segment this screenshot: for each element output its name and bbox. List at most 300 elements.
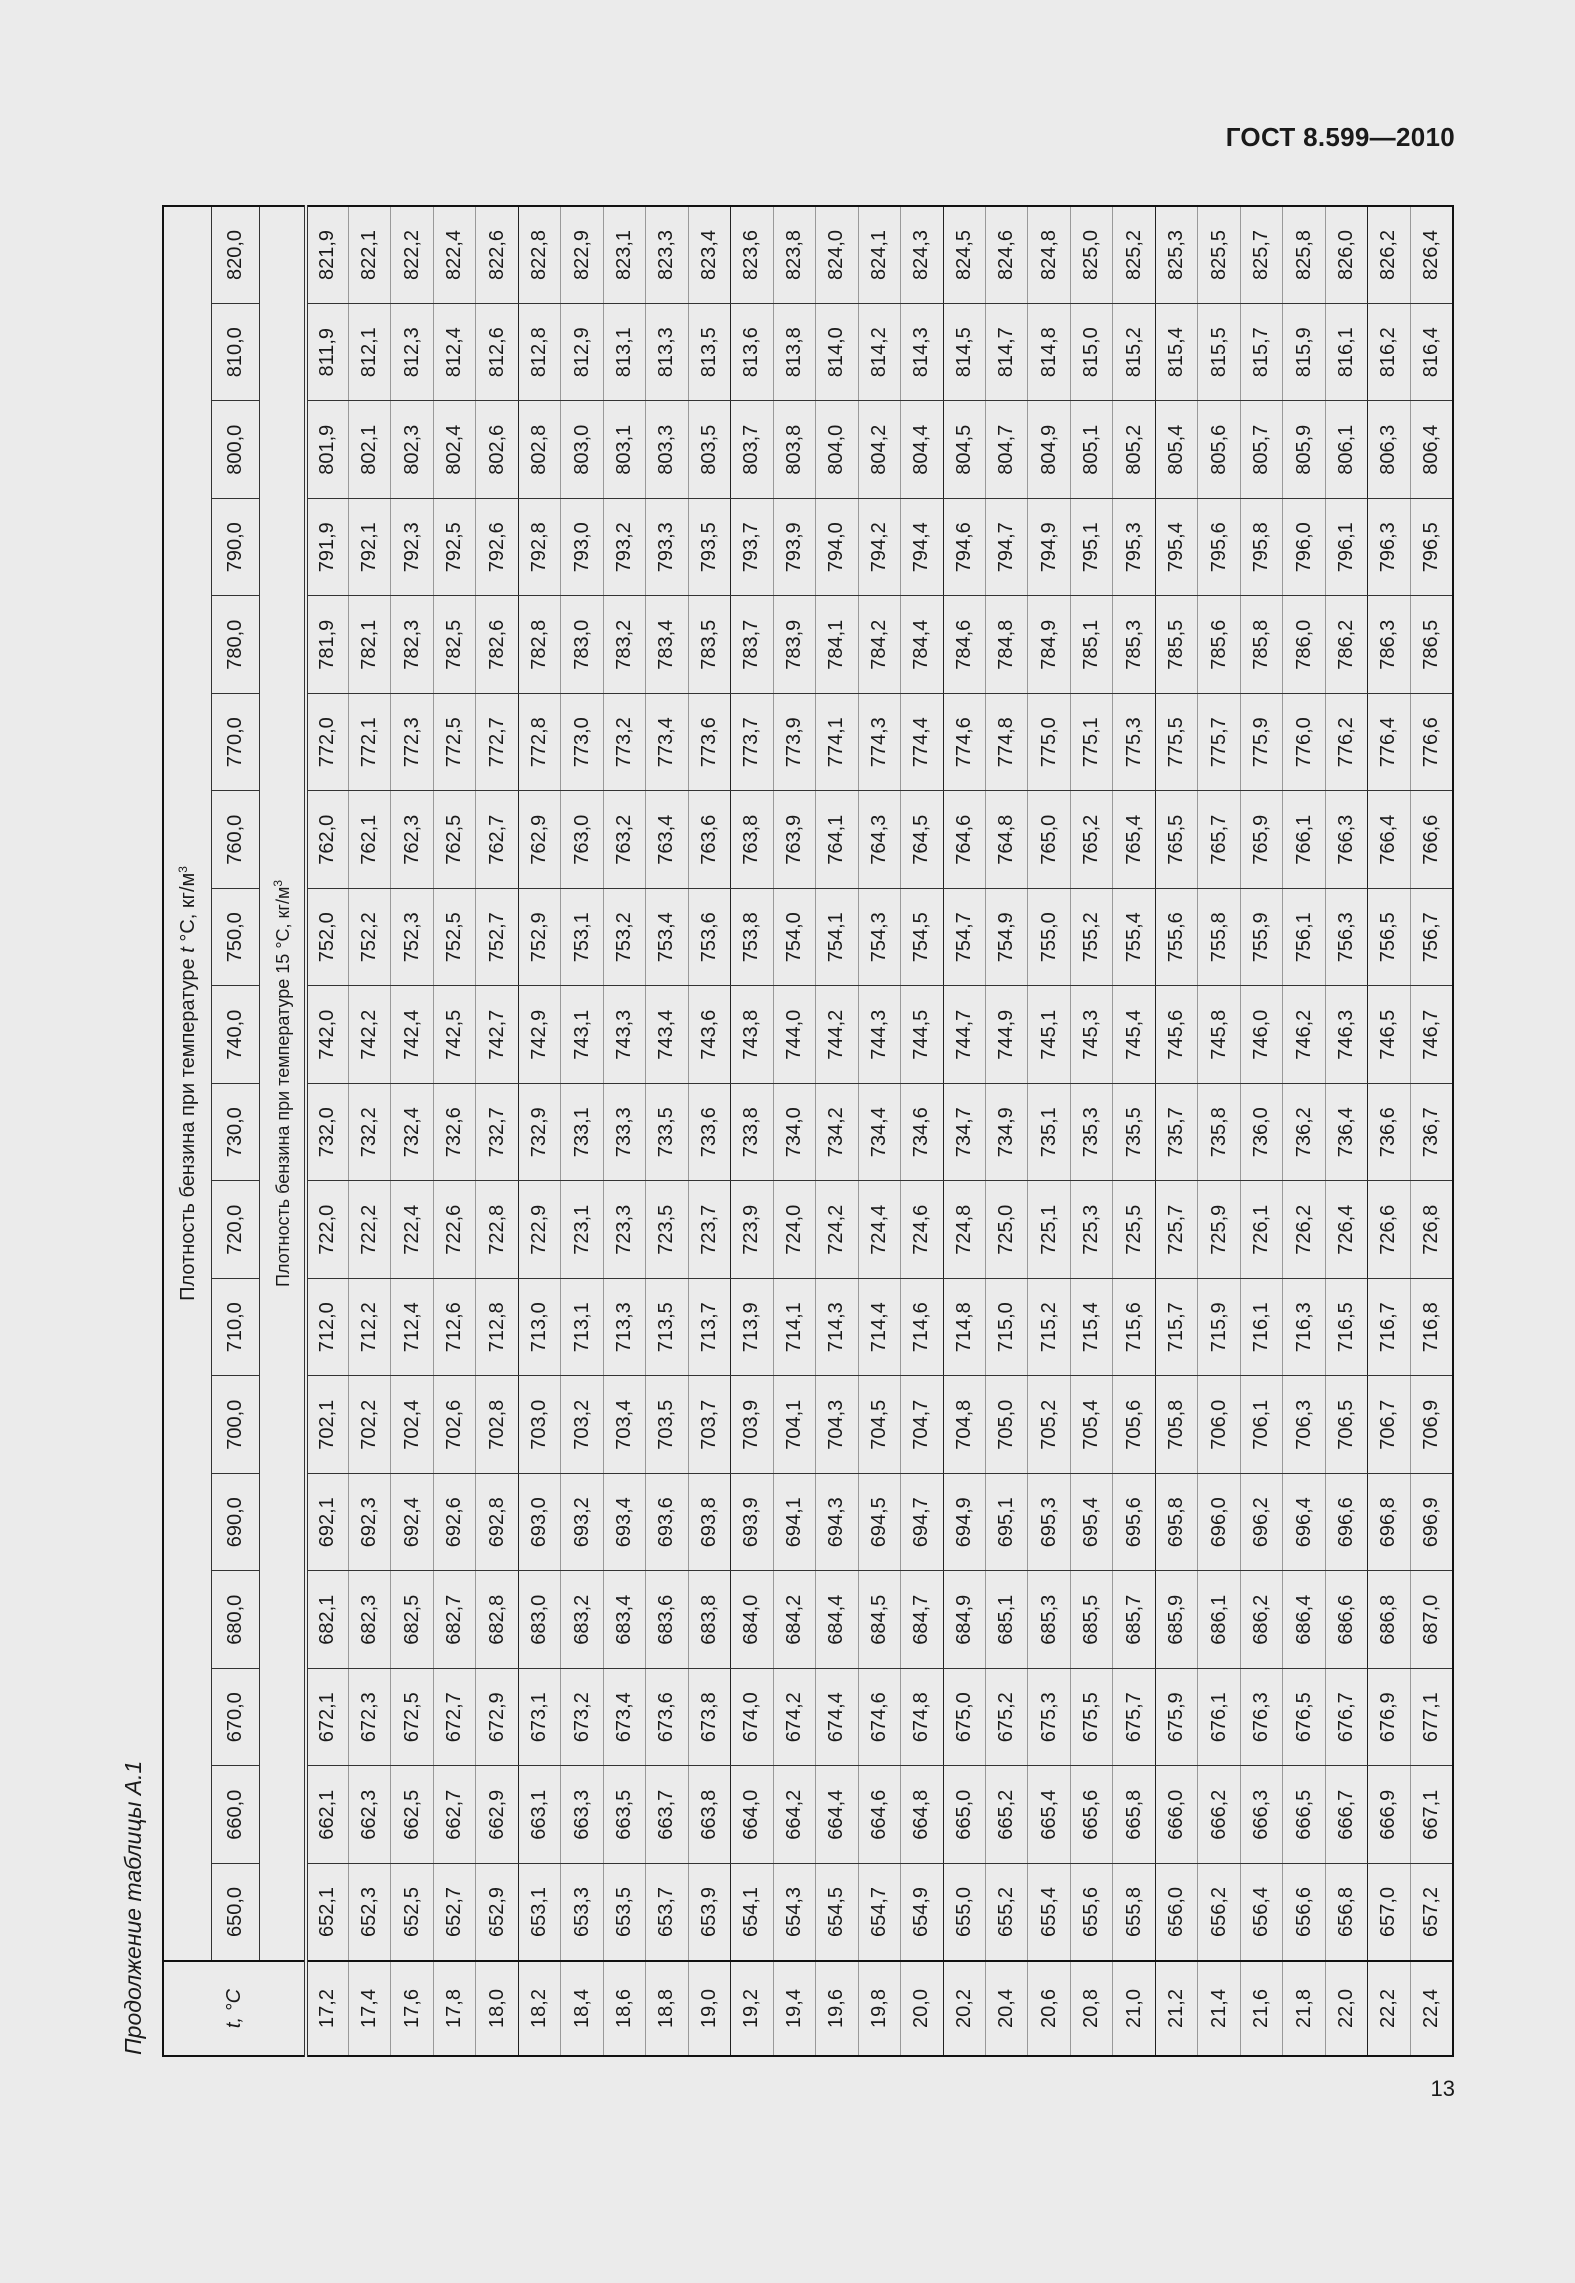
value-cell: 812,3	[391, 304, 433, 402]
value-cell: 652,3	[348, 1864, 390, 1962]
value-cell: 764,5	[901, 791, 943, 889]
value-cell: 686,4	[1283, 1571, 1325, 1669]
value-cell: 765,5	[1155, 791, 1197, 889]
value-cell: 726,1	[1240, 1181, 1282, 1279]
value-cell: 763,6	[688, 791, 730, 889]
value-cell: 655,4	[1028, 1864, 1070, 1962]
value-cell: 675,0	[943, 1669, 985, 1767]
value-cell: 664,0	[731, 1766, 773, 1864]
table-row	[1325, 206, 1367, 2056]
value-cell: 756,1	[1283, 889, 1325, 987]
value-cell: 784,1	[816, 596, 858, 694]
value-cell: 733,5	[646, 1084, 688, 1182]
value-cell: 782,5	[433, 596, 475, 694]
sub-header	[260, 206, 307, 1961]
value-cell: 772,7	[476, 694, 518, 792]
t-cell: 20,8	[1070, 1961, 1112, 2056]
value-cell: 665,0	[943, 1766, 985, 1864]
value-cell: 742,2	[348, 986, 390, 1084]
value-cell: 673,4	[603, 1669, 645, 1767]
value-cell: 663,3	[561, 1766, 603, 1864]
column-header: 740,0	[212, 986, 260, 1084]
value-cell: 783,2	[603, 596, 645, 694]
t-cell: 19,4	[773, 1961, 815, 2056]
page-number: 13	[1430, 2076, 1455, 2101]
value-cell: 744,2	[816, 986, 858, 1084]
value-cell: 704,5	[858, 1376, 900, 1474]
value-cell: 804,4	[901, 401, 943, 499]
table-rotated-container	[162, 207, 1454, 2057]
value-cell: 774,1	[816, 694, 858, 792]
table-row	[391, 206, 433, 2056]
value-cell: 724,0	[773, 1181, 815, 1279]
value-cell: 775,7	[1198, 694, 1240, 792]
value-cell: 682,1	[306, 1571, 348, 1669]
table-row	[476, 206, 518, 2056]
value-cell: 825,0	[1070, 206, 1112, 304]
column-header-row	[212, 206, 260, 2056]
t-cell: 17,8	[433, 1961, 475, 2056]
value-cell: 786,3	[1368, 596, 1410, 694]
value-cell: 746,5	[1368, 986, 1410, 1084]
value-cell: 715,4	[1070, 1279, 1112, 1377]
value-cell: 705,4	[1070, 1376, 1112, 1474]
value-cell: 666,3	[1240, 1766, 1282, 1864]
value-cell: 696,4	[1283, 1474, 1325, 1572]
value-cell: 673,2	[561, 1669, 603, 1767]
t-cell: 20,4	[986, 1961, 1028, 2056]
value-cell: 736,2	[1283, 1084, 1325, 1182]
value-cell: 724,4	[858, 1181, 900, 1279]
t-cell: 20,2	[943, 1961, 985, 2056]
value-cell: 813,6	[731, 304, 773, 402]
value-cell: 712,4	[391, 1279, 433, 1377]
value-cell: 655,2	[986, 1864, 1028, 1962]
value-cell: 693,6	[646, 1474, 688, 1572]
value-cell: 745,8	[1198, 986, 1240, 1084]
value-cell: 765,2	[1070, 791, 1112, 889]
value-cell: 752,7	[476, 889, 518, 987]
value-cell: 696,8	[1368, 1474, 1410, 1572]
value-cell: 752,9	[518, 889, 560, 987]
value-cell: 765,4	[1113, 791, 1155, 889]
value-cell: 783,0	[561, 596, 603, 694]
value-cell: 742,5	[433, 986, 475, 1084]
value-cell: 695,1	[986, 1474, 1028, 1572]
value-cell: 652,5	[391, 1864, 433, 1962]
value-cell: 794,2	[858, 499, 900, 597]
table-row	[518, 206, 560, 2056]
value-cell: 683,4	[603, 1571, 645, 1669]
value-cell: 706,7	[1368, 1376, 1410, 1474]
value-cell: 823,3	[646, 206, 688, 304]
value-cell: 795,1	[1070, 499, 1112, 597]
value-cell: 812,9	[561, 304, 603, 402]
value-cell: 786,5	[1410, 596, 1453, 694]
value-cell: 735,7	[1155, 1084, 1197, 1182]
value-cell: 792,3	[391, 499, 433, 597]
value-cell: 653,1	[518, 1864, 560, 1962]
value-cell: 793,2	[603, 499, 645, 597]
value-cell: 755,4	[1113, 889, 1155, 987]
value-cell: 674,8	[901, 1669, 943, 1767]
value-cell: 823,6	[731, 206, 773, 304]
value-cell: 824,1	[858, 206, 900, 304]
value-cell: 752,5	[433, 889, 475, 987]
value-cell: 716,7	[1368, 1279, 1410, 1377]
value-cell: 763,2	[603, 791, 645, 889]
value-cell: 762,3	[391, 791, 433, 889]
value-cell: 714,4	[858, 1279, 900, 1377]
value-cell: 746,7	[1410, 986, 1453, 1084]
value-cell: 824,3	[901, 206, 943, 304]
value-cell: 733,1	[561, 1084, 603, 1182]
value-cell: 712,6	[433, 1279, 475, 1377]
value-cell: 734,9	[986, 1084, 1028, 1182]
value-cell: 802,3	[391, 401, 433, 499]
table-row	[1198, 206, 1240, 2056]
value-cell: 733,6	[688, 1084, 730, 1182]
value-cell: 715,7	[1155, 1279, 1197, 1377]
value-cell: 734,0	[773, 1084, 815, 1182]
value-cell: 742,9	[518, 986, 560, 1084]
value-cell: 722,6	[433, 1181, 475, 1279]
value-cell: 766,6	[1410, 791, 1453, 889]
value-cell: 656,2	[1198, 1864, 1240, 1962]
value-cell: 746,3	[1325, 986, 1367, 1084]
value-cell: 786,0	[1283, 596, 1325, 694]
value-cell: 686,1	[1198, 1571, 1240, 1669]
value-cell: 664,4	[816, 1766, 858, 1864]
value-cell: 803,5	[688, 401, 730, 499]
t-cell: 18,8	[646, 1961, 688, 2056]
t-column-header: t, °C	[163, 1961, 306, 2056]
value-cell: 815,7	[1240, 304, 1282, 402]
value-cell: 776,6	[1410, 694, 1453, 792]
value-cell: 794,6	[943, 499, 985, 597]
t-cell: 21,0	[1113, 1961, 1155, 2056]
t-cell: 17,6	[391, 1961, 433, 2056]
value-cell: 754,3	[858, 889, 900, 987]
value-cell: 684,4	[816, 1571, 858, 1669]
value-cell: 713,1	[561, 1279, 603, 1377]
value-cell: 775,1	[1070, 694, 1112, 792]
t-cell: 19,0	[688, 1961, 730, 2056]
value-cell: 735,8	[1198, 1084, 1240, 1182]
t-cell: 20,0	[901, 1961, 943, 2056]
value-cell: 815,2	[1113, 304, 1155, 402]
value-cell: 732,9	[518, 1084, 560, 1182]
value-cell: 782,8	[518, 596, 560, 694]
value-cell: 656,8	[1325, 1864, 1367, 1962]
value-cell: 823,4	[688, 206, 730, 304]
value-cell: 813,8	[773, 304, 815, 402]
value-cell: 806,3	[1368, 401, 1410, 499]
value-cell: 762,1	[348, 791, 390, 889]
value-cell: 783,9	[773, 596, 815, 694]
value-cell: 793,9	[773, 499, 815, 597]
value-cell: 682,5	[391, 1571, 433, 1669]
value-cell: 793,3	[646, 499, 688, 597]
t-cell: 18,4	[561, 1961, 603, 2056]
value-cell: 662,7	[433, 1766, 475, 1864]
value-cell: 665,2	[986, 1766, 1028, 1864]
value-cell: 804,0	[816, 401, 858, 499]
t-cell: 17,4	[348, 1961, 390, 2056]
value-cell: 772,3	[391, 694, 433, 792]
value-cell: 715,0	[986, 1279, 1028, 1377]
value-cell: 805,1	[1070, 401, 1112, 499]
value-cell: 815,0	[1070, 304, 1112, 402]
value-cell: 657,2	[1410, 1864, 1453, 1962]
value-cell: 813,1	[603, 304, 645, 402]
value-cell: 802,6	[476, 401, 518, 499]
value-cell: 705,6	[1113, 1376, 1155, 1474]
value-cell: 805,7	[1240, 401, 1282, 499]
value-cell: 775,5	[1155, 694, 1197, 792]
value-cell: 722,4	[391, 1181, 433, 1279]
value-cell: 663,5	[603, 1766, 645, 1864]
table-row	[1070, 206, 1112, 2056]
value-cell: 696,6	[1325, 1474, 1367, 1572]
value-cell: 676,1	[1198, 1669, 1240, 1767]
value-cell: 672,1	[306, 1669, 348, 1767]
value-cell: 736,6	[1368, 1084, 1410, 1182]
value-cell: 773,9	[773, 694, 815, 792]
value-cell: 676,5	[1283, 1669, 1325, 1767]
value-cell: 713,7	[688, 1279, 730, 1377]
value-cell: 652,1	[306, 1864, 348, 1962]
value-cell: 755,2	[1070, 889, 1112, 987]
value-cell: 763,4	[646, 791, 688, 889]
value-cell: 764,6	[943, 791, 985, 889]
value-cell: 656,4	[1240, 1864, 1282, 1962]
value-cell: 664,6	[858, 1766, 900, 1864]
value-cell: 766,3	[1325, 791, 1367, 889]
value-cell: 686,8	[1368, 1571, 1410, 1669]
value-cell: 792,1	[348, 499, 390, 597]
value-cell: 666,7	[1325, 1766, 1367, 1864]
value-cell: 663,1	[518, 1766, 560, 1864]
value-cell: 754,1	[816, 889, 858, 987]
value-cell: 683,2	[561, 1571, 603, 1669]
value-cell: 812,1	[348, 304, 390, 402]
value-cell: 773,2	[603, 694, 645, 792]
table-row	[901, 206, 943, 2056]
value-cell: 792,8	[518, 499, 560, 597]
value-cell: 796,1	[1325, 499, 1367, 597]
value-cell: 804,7	[986, 401, 1028, 499]
value-cell: 794,7	[986, 499, 1028, 597]
value-cell: 725,9	[1198, 1181, 1240, 1279]
value-cell: 754,5	[901, 889, 943, 987]
value-cell: 653,3	[561, 1864, 603, 1962]
value-cell: 784,4	[901, 596, 943, 694]
value-cell: 695,6	[1113, 1474, 1155, 1572]
table-row	[603, 206, 645, 2056]
value-cell: 745,1	[1028, 986, 1070, 1084]
value-cell: 776,0	[1283, 694, 1325, 792]
sub-header-text: Плотность бензина при температуре 15 °C, кг/м	[272, 886, 293, 1287]
value-cell: 705,2	[1028, 1376, 1070, 1474]
value-cell: 683,6	[646, 1571, 688, 1669]
value-cell: 712,0	[306, 1279, 348, 1377]
value-cell: 755,9	[1240, 889, 1282, 987]
value-cell: 665,8	[1113, 1766, 1155, 1864]
value-cell: 723,9	[731, 1181, 773, 1279]
value-cell: 665,4	[1028, 1766, 1070, 1864]
value-cell: 732,6	[433, 1084, 475, 1182]
value-cell: 754,9	[986, 889, 1028, 987]
value-cell: 722,2	[348, 1181, 390, 1279]
value-cell: 806,4	[1410, 401, 1453, 499]
value-cell: 762,0	[306, 791, 348, 889]
table-row	[731, 206, 773, 2056]
value-cell: 675,9	[1155, 1669, 1197, 1767]
value-cell: 702,4	[391, 1376, 433, 1474]
t-cell: 22,0	[1325, 1961, 1367, 2056]
value-cell: 803,3	[646, 401, 688, 499]
value-cell: 665,6	[1070, 1766, 1112, 1864]
value-cell: 732,2	[348, 1084, 390, 1182]
table-row	[561, 206, 603, 2056]
group-header-var: t	[176, 947, 199, 953]
value-cell: 753,4	[646, 889, 688, 987]
value-cell: 692,8	[476, 1474, 518, 1572]
value-cell: 685,9	[1155, 1571, 1197, 1669]
value-cell: 815,4	[1155, 304, 1197, 402]
value-cell: 766,1	[1283, 791, 1325, 889]
value-cell: 743,4	[646, 986, 688, 1084]
value-cell: 755,0	[1028, 889, 1070, 987]
value-cell: 706,3	[1283, 1376, 1325, 1474]
value-cell: 803,7	[731, 401, 773, 499]
value-cell: 693,4	[603, 1474, 645, 1572]
value-cell: 824,0	[816, 206, 858, 304]
value-cell: 706,5	[1325, 1376, 1367, 1474]
t-cell: 21,4	[1198, 1961, 1240, 2056]
value-cell: 656,6	[1283, 1864, 1325, 1962]
value-cell: 662,1	[306, 1766, 348, 1864]
t-cell: 18,6	[603, 1961, 645, 2056]
value-cell: 713,0	[518, 1279, 560, 1377]
table-row	[773, 206, 815, 2056]
value-cell: 804,5	[943, 401, 985, 499]
value-cell: 814,2	[858, 304, 900, 402]
value-cell: 785,6	[1198, 596, 1240, 694]
value-cell: 742,4	[391, 986, 433, 1084]
value-cell: 785,3	[1113, 596, 1155, 694]
value-cell: 744,5	[901, 986, 943, 1084]
value-cell: 772,0	[306, 694, 348, 792]
table-row	[943, 206, 985, 2056]
value-cell: 814,3	[901, 304, 943, 402]
column-header: 800,0	[212, 401, 260, 499]
value-cell: 775,3	[1113, 694, 1155, 792]
value-cell: 685,5	[1070, 1571, 1112, 1669]
value-cell: 685,3	[1028, 1571, 1070, 1669]
value-cell: 676,3	[1240, 1669, 1282, 1767]
value-cell: 683,0	[518, 1571, 560, 1669]
value-cell: 653,9	[688, 1864, 730, 1962]
value-cell: 713,9	[731, 1279, 773, 1377]
value-cell: 736,4	[1325, 1084, 1367, 1182]
value-cell: 684,2	[773, 1571, 815, 1669]
value-cell: 684,7	[901, 1571, 943, 1669]
value-cell: 802,8	[518, 401, 560, 499]
value-cell: 776,4	[1368, 694, 1410, 792]
table-row	[1028, 206, 1070, 2056]
value-cell: 654,1	[731, 1864, 773, 1962]
value-cell: 822,1	[348, 206, 390, 304]
column-header: 650,0	[212, 1864, 260, 1962]
table-row	[1240, 206, 1282, 2056]
value-cell: 744,0	[773, 986, 815, 1084]
value-cell: 743,8	[731, 986, 773, 1084]
value-cell: 772,8	[518, 694, 560, 792]
value-cell: 793,5	[688, 499, 730, 597]
value-cell: 784,8	[986, 596, 1028, 694]
value-cell: 773,7	[731, 694, 773, 792]
value-cell: 765,9	[1240, 791, 1282, 889]
value-cell: 664,8	[901, 1766, 943, 1864]
value-cell: 754,0	[773, 889, 815, 987]
value-cell: 672,5	[391, 1669, 433, 1767]
value-cell: 743,1	[561, 986, 603, 1084]
value-cell: 714,1	[773, 1279, 815, 1377]
value-cell: 753,6	[688, 889, 730, 987]
group-header-text: Плотность бензина при температуре	[176, 958, 199, 1301]
table-caption: Продолжение таблицы А.1	[120, 1760, 146, 2055]
value-cell: 736,7	[1410, 1084, 1453, 1182]
value-cell: 675,5	[1070, 1669, 1112, 1767]
value-cell: 814,7	[986, 304, 1028, 402]
value-cell: 685,7	[1113, 1571, 1155, 1669]
value-cell: 726,8	[1410, 1181, 1453, 1279]
value-cell: 692,3	[348, 1474, 390, 1572]
value-cell: 735,3	[1070, 1084, 1112, 1182]
value-cell: 662,3	[348, 1766, 390, 1864]
value-cell: 675,7	[1113, 1669, 1155, 1767]
value-cell: 663,7	[646, 1766, 688, 1864]
value-cell: 743,3	[603, 986, 645, 1084]
value-cell: 702,2	[348, 1376, 390, 1474]
table-row	[1155, 206, 1197, 2056]
value-cell: 766,4	[1368, 791, 1410, 889]
value-cell: 732,7	[476, 1084, 518, 1182]
value-cell: 734,6	[901, 1084, 943, 1182]
value-cell: 706,9	[1410, 1376, 1453, 1474]
value-cell: 667,1	[1410, 1766, 1453, 1864]
value-cell: 666,2	[1198, 1766, 1240, 1864]
value-cell: 714,6	[901, 1279, 943, 1377]
value-cell: 814,5	[943, 304, 985, 402]
value-cell: 673,6	[646, 1669, 688, 1767]
value-cell: 782,6	[476, 596, 518, 694]
value-cell: 654,7	[858, 1864, 900, 1962]
value-cell: 662,9	[476, 1766, 518, 1864]
value-cell: 703,5	[646, 1376, 688, 1474]
table-row	[816, 206, 858, 2056]
column-header: 660,0	[212, 1766, 260, 1864]
value-cell: 687,0	[1410, 1571, 1453, 1669]
value-cell: 672,9	[476, 1669, 518, 1767]
density-table	[162, 205, 1454, 2057]
value-cell: 692,4	[391, 1474, 433, 1572]
value-cell: 734,7	[943, 1084, 985, 1182]
value-cell: 782,1	[348, 596, 390, 694]
value-cell: 795,4	[1155, 499, 1197, 597]
